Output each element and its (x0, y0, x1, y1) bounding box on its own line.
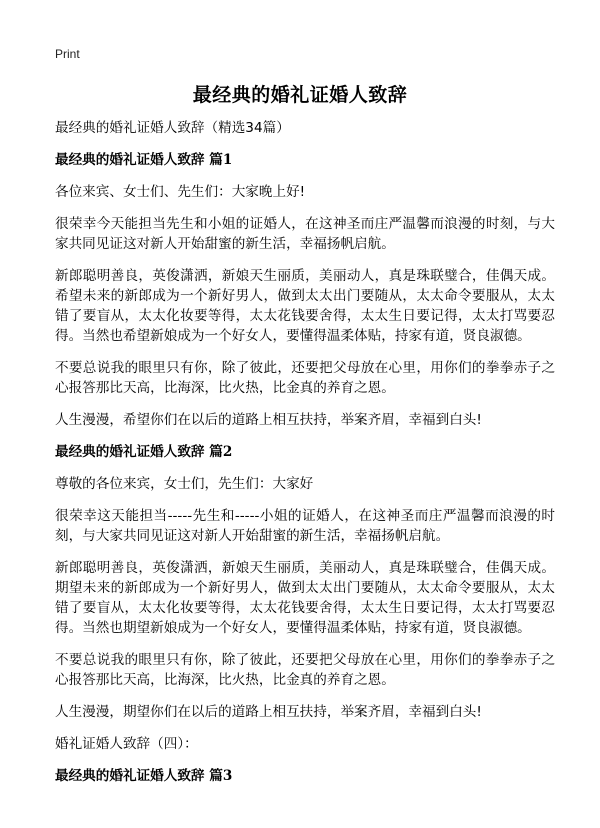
section-heading-1: 最经典的婚礼证婚人致辞 篇1 (55, 152, 233, 168)
paragraph: 不要总说我的眼里只有你，除了彼此，还要把父母放在心里，用你们的拳拳赤子之心报答那比天高，比海深，比火热，比金真的养育之恩。 (55, 652, 555, 688)
paragraph: 婚礼证婚人致辞（四）： (55, 736, 198, 752)
paragraph: 人生漫漫，希望你们在以后的道路上相互扶持，举案齐眉，幸福到白头! (55, 412, 482, 428)
paragraph: 很荣幸今天能担当先生和小姐的证婚人，在这神圣而庄严温馨而浪漫的时刻，与大家共同见证这对新人开始甜蜜的新生活，幸福扬帆启航。 (55, 216, 555, 252)
paragraph: 很荣幸这天能担当-----先生和-----小姐的证婚人，在这神圣而庄严温馨而浪漫的时刻，与大家共同见证这对新人开始甜蜜的新生活，幸福扬帆启航。 (55, 508, 555, 544)
paragraph: 新郎聪明善良，英俊潇洒，新娘天生丽质，美丽动人，真是珠联璧合，佳偶天成。期望未来的新郎成为一个新好男人，做到太太出门要随从，太太命令要服从，太太错了要盲从，太太化妆要等得，太太花钱要舍得，太太生日要记得，太太打骂要忍得。当然也期望新娘成为一个好女人，要懂得温柔体贴，持家有道，贤良淑德。 (55, 560, 555, 636)
paragraph: 新郎聪明善良，英俊潇洒，新娘天生丽质，美丽动人，真是珠联璧合，佳偶天成。希望未来的新郎成为一个新好男人，做到太太出门要随从，太太命令要服从，太太错了要盲从，太太化妆要等得，太太花钱要舍得，太太生日要记得，太太打骂要忍得。当然也希望新娘成为一个好女人，要懂得温柔体贴，持家有道，贤良淑德。 (55, 268, 555, 344)
section-heading-3: 最经典的婚礼证婚人致辞 篇3 (55, 768, 233, 784)
paragraph: 人生漫漫，期望你们在以后的道路上相互扶持，举案齐眉，幸福到白头! (55, 704, 482, 720)
document-subtitle: 最经典的婚礼证婚人致辞（精选34篇） (55, 120, 290, 136)
paragraph: 尊敬的各位来宾，女士们，先生们：大家好 (55, 476, 314, 492)
document-body (55, 118, 555, 798)
section-heading-2: 最经典的婚礼证婚人致辞 篇2 (55, 444, 233, 460)
document-title: 最经典的婚礼证婚人致辞 (192, 84, 408, 106)
paragraph: 不要总说我的眼里只有你，除了彼此，还要把父母放在心里，用你们的拳拳赤子之心报答那比天高，比海深，比火热，比金真的养育之恩。 (55, 360, 555, 396)
paragraph: 各位来宾、女士们、先生们：大家晚上好! (55, 184, 306, 200)
print-label[interactable]: Print (55, 47, 80, 61)
